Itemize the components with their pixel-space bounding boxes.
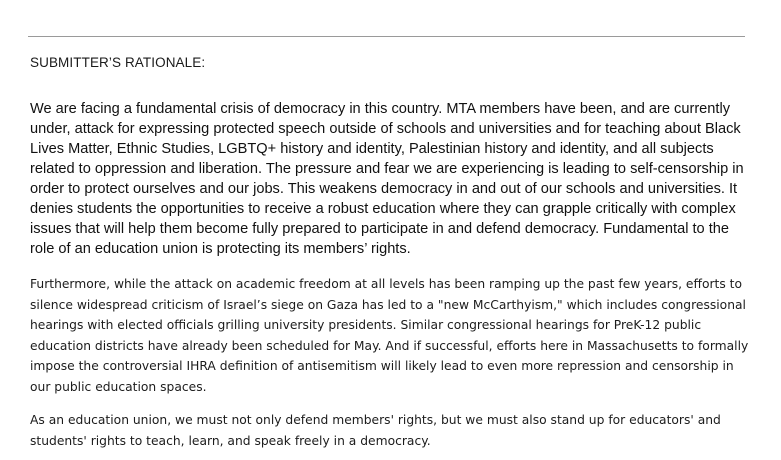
paragraph-democracy-crisis: We are facing a fundamental crisis of democracy in this country. MTA members have been, and are currently under, attack for expressing protected speech outside of schools and universities and for teaching about Black Lives Matter, Ethnic Studies, LGBTQ+ history and identity, Palestinian history and identity, and all subjects related to oppression and liberation. The pressure and fear we are experiencing is leading to self-censorship in order to protect ourselves and our jobs. This weakens democracy in and out of our schools and universities. It denies students the opportunities to receive a robust education where they can grapple critically with complex issues that will help them become fully prepared to participate in and defend democracy. Fundamental to the role of an education union is protecting its members’ rights.	[30, 101, 744, 257]
paragraph-academic-freedom: Furthermore, while the attack on academic freedom at all levels has been ramping up the past few years, efforts to silence widespread criticism of Israel’s siege on Gaza has led to a "new McCarthyism," which includes congressional hearings with elected officials grilling university presidents. Similar congressional hearings for PreK-12 public education districts have already been scheduled for May. And if successful, efforts here in Massachusetts to formally impose the controversial IHRA definition of antisemitism will likely lead to even more repression and censorship in our public education spaces.	[30, 277, 749, 394]
section-heading: SUBMITTER’S RATIONALE:	[30, 55, 206, 70]
horizontal-rule	[28, 36, 745, 37]
paragraph-union-role: As an education union, we must not only defend members' rights, but we must also stand up for educators' and students' rights to teach, learn, and speak freely in a democracy.	[30, 413, 721, 448]
